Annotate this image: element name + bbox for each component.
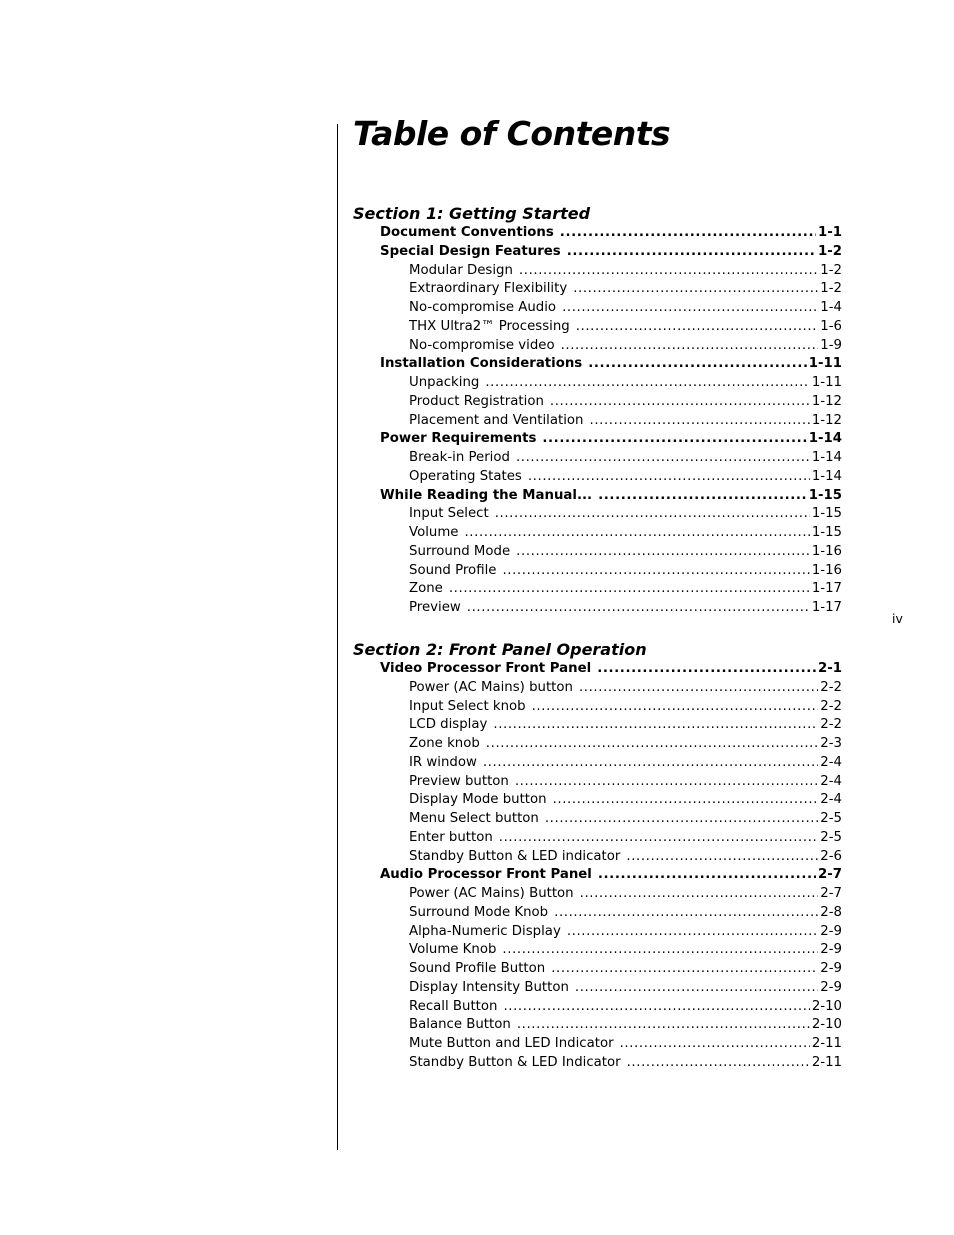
dot-leader xyxy=(499,829,819,848)
toc-entry-page: 2-9 xyxy=(820,961,842,976)
toc-entry-page: 2-8 xyxy=(820,904,842,920)
toc-entry-page: 2-3 xyxy=(820,736,842,751)
toc-entry-label: Document Conventions xyxy=(380,225,554,240)
toc-entry-label: Video Processor Front Panel xyxy=(380,661,592,676)
toc-entry-page: 1-15 xyxy=(811,506,842,522)
dot-leader xyxy=(575,979,818,998)
dot-leader xyxy=(495,505,810,524)
dot-leader xyxy=(620,1035,810,1054)
dot-leader xyxy=(579,679,818,698)
dot-leader xyxy=(542,430,806,449)
toc-entry-page: 2-2 xyxy=(820,717,842,733)
toc-entry-page: 2-7 xyxy=(817,867,842,883)
section-getting-started xyxy=(353,203,842,618)
toc-entry-label: Menu Select button xyxy=(409,811,539,826)
toc-entry-label: Unpacking xyxy=(409,375,480,390)
toc-entry-label: Preview xyxy=(409,600,461,615)
dot-leader xyxy=(551,960,818,979)
toc-entry-page: 1-2 xyxy=(820,281,842,297)
toc-entry-label: Sound Profile xyxy=(409,562,497,578)
toc-entry-page: 2-7 xyxy=(820,886,842,901)
section-front-panel-operation xyxy=(353,639,842,1073)
toc-entry-page: 2-11 xyxy=(811,1036,842,1051)
toc-entry-page: 2-9 xyxy=(820,979,842,995)
dot-leader xyxy=(449,580,810,599)
toc-entry-label: Break-in Period xyxy=(409,450,510,465)
dot-leader xyxy=(483,754,818,773)
toc-entry[interactable] xyxy=(353,262,842,281)
toc-list xyxy=(353,224,842,618)
toc-entry[interactable] xyxy=(353,449,842,468)
toc-entry-page: 2-2 xyxy=(820,698,842,714)
dot-leader xyxy=(486,735,818,754)
dot-leader xyxy=(503,998,809,1017)
dot-leader xyxy=(627,1054,810,1073)
toc-entry-page: 1-15 xyxy=(811,525,842,540)
dot-leader xyxy=(545,810,818,829)
dot-leader xyxy=(576,318,819,337)
toc-entry[interactable] xyxy=(353,224,842,243)
page-title: Table of Contents xyxy=(353,114,671,153)
toc-entry-page: 2-9 xyxy=(820,942,842,958)
toc-entry-page: 1-12 xyxy=(811,393,842,409)
toc-entry[interactable] xyxy=(353,468,842,487)
toc-entry[interactable] xyxy=(353,979,842,998)
toc-entry-label: Display Intensity Button xyxy=(409,979,569,995)
toc-entry-page: 1-11 xyxy=(808,356,842,372)
toc-entry-page: 1-14 xyxy=(808,431,842,447)
dot-leader xyxy=(516,449,810,468)
dot-leader xyxy=(567,923,818,942)
page-number: iv xyxy=(892,611,903,626)
toc-entry-page: 2-5 xyxy=(820,829,842,845)
toc-entry-page: 1-11 xyxy=(811,375,842,390)
toc-entry[interactable] xyxy=(353,885,842,904)
dot-leader xyxy=(597,660,816,679)
dot-leader xyxy=(554,904,818,923)
toc-entry-page: 1-12 xyxy=(811,412,842,428)
dot-leader xyxy=(517,1016,810,1035)
toc-entry-page: 1-15 xyxy=(808,487,842,503)
dot-leader xyxy=(493,716,818,735)
toc-entry[interactable] xyxy=(353,393,842,412)
toc-entry-label: Operating States xyxy=(409,468,522,484)
toc-entry-page: 1-16 xyxy=(811,543,842,559)
toc-entry-label: Surround Mode xyxy=(409,543,511,559)
dot-leader xyxy=(519,262,818,281)
toc-entry-page: 1-9 xyxy=(820,337,842,353)
toc-entry-label: Balance Button xyxy=(409,1017,511,1033)
toc-entry-label: Alpha-Numeric Display xyxy=(409,923,561,939)
dot-leader xyxy=(550,393,810,412)
toc-entry-page: 2-1 xyxy=(817,661,842,676)
toc-entry[interactable] xyxy=(353,735,842,754)
toc-entry-page: 2-4 xyxy=(820,754,842,770)
toc-entry-label: Power Requirements xyxy=(380,431,537,447)
dot-leader xyxy=(502,562,809,581)
toc-entry[interactable] xyxy=(353,754,842,773)
toc-entry-page: 2-11 xyxy=(811,1054,842,1070)
dot-leader xyxy=(588,355,806,374)
toc-entry-label: Input Select xyxy=(409,506,489,522)
toc-entry[interactable] xyxy=(353,923,842,942)
toc-entry-label: Standby Button & LED Indicator xyxy=(409,1054,621,1070)
dot-leader xyxy=(598,866,816,885)
toc-entry-label: Modular Design xyxy=(409,262,513,278)
toc-entry[interactable] xyxy=(353,580,842,599)
toc-entry-label: Enter button xyxy=(409,829,493,845)
dot-leader xyxy=(502,941,818,960)
toc-entry-label: Installation Considerations xyxy=(380,356,583,372)
toc-entry-page: 1-1 xyxy=(817,225,842,240)
toc-entry[interactable] xyxy=(353,355,842,374)
toc-list xyxy=(353,660,842,1073)
toc-entry-page: 2-6 xyxy=(820,848,842,864)
toc-entry-label: Recall Button xyxy=(409,998,498,1014)
toc-entry-label: Mute Button and LED Indicator xyxy=(409,1036,614,1051)
vertical-rule xyxy=(337,124,338,1150)
dot-leader xyxy=(567,243,816,262)
dot-leader xyxy=(553,791,819,810)
toc-entry-label: Power (AC Mains) button xyxy=(409,679,573,695)
toc-entry[interactable] xyxy=(353,941,842,960)
toc-entry-label: Audio Processor Front Panel xyxy=(380,867,592,883)
toc-entry-page: 2-4 xyxy=(820,792,842,808)
toc-entry-page: 1-17 xyxy=(811,600,842,615)
toc-entry[interactable] xyxy=(353,904,842,923)
dot-leader xyxy=(580,885,819,904)
dot-leader xyxy=(485,374,809,393)
dot-leader xyxy=(598,487,807,506)
toc-entry[interactable] xyxy=(353,337,842,356)
toc-entry-label: Product Registration xyxy=(409,393,544,409)
toc-entry-label: Surround Mode Knob xyxy=(409,904,549,920)
toc-entry[interactable] xyxy=(353,716,842,735)
toc-entry-label: THX Ultra2™ Processing xyxy=(409,318,570,334)
toc-entry-page: 2-10 xyxy=(811,1017,842,1033)
toc-entry-page: 1-2 xyxy=(817,243,842,259)
toc-entry[interactable] xyxy=(353,866,842,885)
dot-leader xyxy=(626,848,818,867)
toc-entry-page: 1-4 xyxy=(820,300,842,315)
toc-entry-label: Volume xyxy=(409,525,459,540)
toc-entry-label: No-compromise video xyxy=(409,337,555,353)
toc-entry-label: Sound Profile Button xyxy=(409,961,546,976)
toc-entry[interactable] xyxy=(353,829,842,848)
section-heading: Section 2: Front Panel Operation xyxy=(353,640,647,659)
dot-leader xyxy=(590,412,810,431)
toc-entry-label: Power (AC Mains) Button xyxy=(409,886,574,901)
dot-leader xyxy=(467,599,810,618)
toc-entry-page: 1-14 xyxy=(811,468,842,484)
toc-entry[interactable] xyxy=(353,412,842,431)
toc-entry-page: 2-4 xyxy=(820,773,842,789)
toc-entry[interactable] xyxy=(353,998,842,1017)
toc-entry[interactable] xyxy=(353,960,842,979)
toc-entry[interactable] xyxy=(353,487,842,506)
toc-entry-label: No-compromise Audio xyxy=(409,300,557,315)
toc-entry[interactable] xyxy=(353,374,842,393)
toc-entry[interactable] xyxy=(353,1035,842,1054)
toc-entry[interactable] xyxy=(353,299,842,318)
toc-entry[interactable] xyxy=(353,243,842,262)
toc-entry-label: Placement and Ventilation xyxy=(409,412,584,428)
toc-entry-label: Volume Knob xyxy=(409,942,497,958)
toc-entry[interactable] xyxy=(353,810,842,829)
toc-entry-label: Zone xyxy=(409,581,443,597)
toc-entry-label: IR window xyxy=(409,754,477,770)
toc-entry[interactable] xyxy=(353,543,842,562)
section-heading: Section 1: Getting Started xyxy=(353,204,591,223)
toc-entry-page: 2-10 xyxy=(811,998,842,1014)
toc-entry-page: 2-2 xyxy=(820,679,842,695)
toc-entry[interactable] xyxy=(353,562,842,581)
dot-leader xyxy=(528,468,810,487)
dot-leader xyxy=(464,524,809,543)
dot-leader xyxy=(560,224,816,243)
toc-entry[interactable] xyxy=(353,524,842,543)
toc-entry[interactable] xyxy=(353,430,842,449)
toc-entry[interactable] xyxy=(353,679,842,698)
toc-entry-label: LCD display xyxy=(409,717,488,733)
toc-entry[interactable] xyxy=(353,1054,842,1073)
dot-leader xyxy=(515,773,818,792)
toc-entry-page: 1-16 xyxy=(811,562,842,578)
dot-leader xyxy=(562,299,818,318)
toc-entry[interactable] xyxy=(353,1016,842,1035)
toc-entry-label: Input Select knob xyxy=(409,698,526,714)
toc-entry-label: Extraordinary Flexibility xyxy=(409,281,568,297)
toc-entry-label: Standby Button & LED indicator xyxy=(409,848,621,864)
toc-entry[interactable] xyxy=(353,318,842,337)
toc-entry-label: Special Design Features xyxy=(380,243,561,259)
toc-entry[interactable] xyxy=(353,848,842,867)
toc-entry-page: 1-6 xyxy=(820,318,842,334)
toc-entry-page: 1-14 xyxy=(811,450,842,465)
toc-entry-page: 2-9 xyxy=(820,923,842,939)
toc-entry[interactable] xyxy=(353,773,842,792)
toc-entry[interactable] xyxy=(353,505,842,524)
toc-entry[interactable] xyxy=(353,791,842,810)
toc-entry-label: Preview button xyxy=(409,773,509,789)
toc-entry[interactable] xyxy=(353,698,842,717)
toc-entry-page: 1-17 xyxy=(811,581,842,597)
toc-entry[interactable] xyxy=(353,660,842,679)
toc-entry-label: While Reading the Manual... xyxy=(380,487,593,503)
toc-entry[interactable] xyxy=(353,280,842,299)
dot-leader xyxy=(532,698,819,717)
toc-entry-page: 1-2 xyxy=(820,262,842,278)
dot-leader xyxy=(573,280,818,299)
dot-leader xyxy=(516,543,810,562)
toc-entry[interactable] xyxy=(353,599,842,618)
toc-entry-page: 2-5 xyxy=(820,811,842,826)
toc-entry-label: Zone knob xyxy=(409,736,480,751)
dot-leader xyxy=(561,337,819,356)
toc-entry-label: Display Mode button xyxy=(409,792,547,808)
